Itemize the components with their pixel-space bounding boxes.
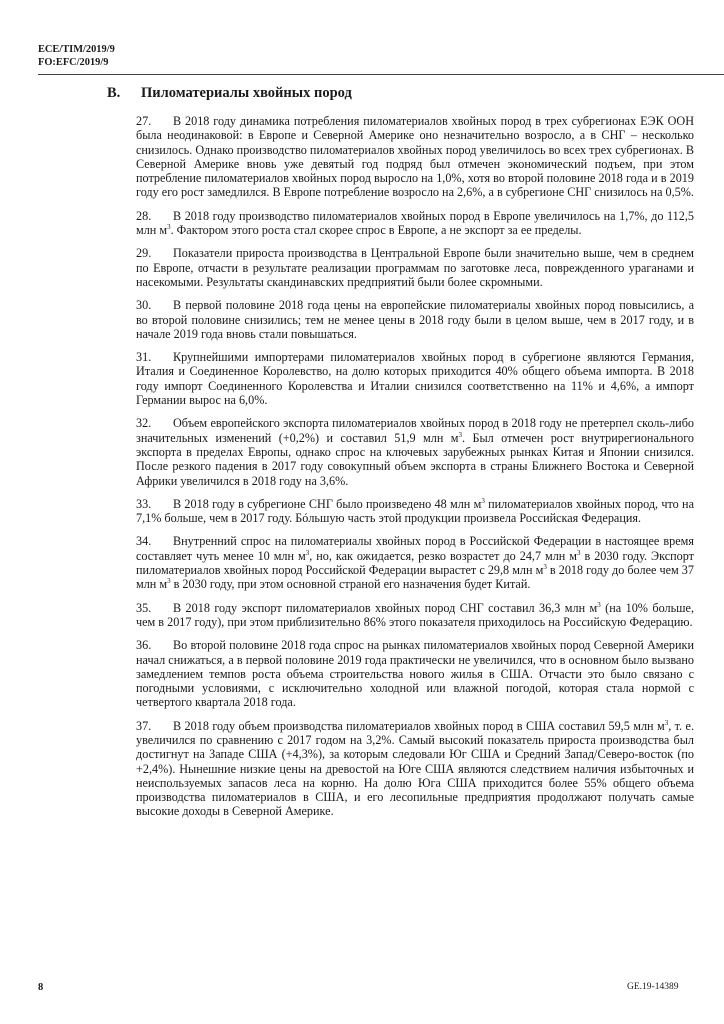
- section-title: Пиломатериалы хвойных пород: [141, 85, 352, 101]
- paragraph: [136, 719, 694, 819]
- header-rule: [38, 74, 724, 75]
- paragraph-text: В первой половине 2018 года цены на европейские пиломатериалы хвойных пород повысились, а во второй половине снизились; тем не менее цены в 2018 году были в целом выше, чем в 2017 году, и в начале 2019 года вновь стали повышаться.: [136, 298, 694, 341]
- paragraph: [136, 246, 694, 289]
- superscript: 3: [167, 577, 171, 586]
- paragraph-number: 35.: [136, 600, 152, 615]
- superscript: 3: [664, 718, 669, 727]
- paragraph-text: . Был отмечен рост внутрирегионального экспорта в пределах Европы, однако спрос на ключевых зарубежных рынках Китая и Японии снизился. После резкого падения в 2017 году совокупный объем экспорта в страны Ближнего Востока и Северной Африки увеличился в 2018 году на 3,6%.: [136, 430, 695, 488]
- superscript: 3: [305, 548, 310, 557]
- paragraph-number: 29.: [136, 246, 152, 261]
- paragraph-text: В 2018 году экспорт пиломатериалов хвойных пород СНГ составил 36,3 млн м: [173, 600, 598, 615]
- superscript: 3: [577, 548, 581, 557]
- paragraph-number: 37.: [136, 718, 152, 733]
- paragraph-number: 32.: [136, 416, 152, 431]
- paragraph: [136, 298, 694, 341]
- paragraph-text: В 2018 году производство пиломатериалов хвойных пород в Европе увеличилось на 1,7%, до 112,5 млн м: [136, 208, 694, 238]
- paragraph: [136, 601, 694, 630]
- paragraph: [136, 350, 694, 407]
- document-symbol-line-1: ECE/TIM/2019/9: [38, 44, 115, 55]
- paragraph-text: в 2018 году до более чем 37 млн м: [136, 563, 694, 592]
- document-symbol: [38, 43, 115, 69]
- paragraph: [136, 497, 694, 526]
- paragraph-text: Объем европейского экспорта пиломатериалов хвойных пород в 2018 году не претерпел сколь-либо значительных изменений (+0,2%) и составил 51,9 млн м: [136, 416, 694, 445]
- document-body: [136, 114, 694, 828]
- superscript: 3: [167, 223, 171, 232]
- paragraph-text: в 2030 году. Экспорт пиломатериалов хвойных пород Российской Федерации вырастет с 29,8 млн м: [136, 548, 694, 578]
- paragraph-text: в 2030 году, при этом основной страной его назначения будет Китай.: [170, 577, 531, 592]
- paragraph-text: В 2018 году объем производства пиломатериалов хвойных пород в США составил 59,5 млн м: [173, 718, 665, 733]
- paragraph-number: 34.: [136, 534, 152, 549]
- paragraph-number: 27.: [136, 114, 152, 128]
- section-number: B.: [107, 85, 121, 101]
- paragraph: [136, 534, 694, 591]
- document-code: GE.19-14389: [627, 982, 679, 992]
- paragraph-text: Крупнейшими импортерами пиломатериалов хвойных пород в субрегионе являются Германия, Италия и Соединенное Королевство, на долю которых приходится 40% общего объема импорта. В 2018 году импорт Соединенного Королевства и Италии снизился соответственно на 11% и 4,6%, а импорт Германии вырос на 6,0%.: [136, 350, 694, 408]
- paragraph-text: . Фактором этого роста стал скорее спрос в Европе, а не экспорт за ее пределы.: [170, 223, 582, 238]
- superscript: 3: [597, 600, 601, 609]
- paragraph-text: пиломатериалов хвойных пород, что на 7,1% больше, чем в 2017 году. Бóльшую часть этой продукции произвела Российская Федерация.: [136, 496, 694, 526]
- superscript: 3: [458, 430, 462, 439]
- paragraph-text: Во второй половине 2018 года спрос на рынках пиломатериалов хвойных пород Северной Америки начал снижаться, а в первой половине 2019 года практически не увеличился, что в основном было вызвано замедлением темпов роста объема строительства нового жилья в США. Отчасти это было связано с погодными условиями, с исключительно холодной или влажной погодой, которая стала нормой с четвертого квартала 2018 года.: [136, 638, 694, 710]
- paragraph-text: , т. е. увеличился по сравнению с 2017 годом на 3,2%. Самый высокий показатель прироста производства был достигнут на Западе США (+4,3%), за которым следовали Юг США и Средний Запад/Северо-восток (по +2,4%). Нынешние низкие цены на древостой на Юге США являются следствием наличия избыточных и неиспользуемых запасов леса на корню. На долю Юга США приходится более 55% общего объема производства пиломатериалов в США, и его лесопильные предприятия продолжают получать самые высокие доходы в Северной Америке.: [136, 718, 694, 819]
- paragraph: [136, 209, 694, 238]
- document-symbol-line-2: FO:EFC/2019/9: [38, 57, 109, 68]
- paragraph-number: 31.: [136, 350, 152, 365]
- paragraph: [136, 638, 694, 709]
- paragraph: [136, 114, 694, 200]
- paragraph-text: Внутренний спрос на пиломатериалы хвойных пород в Российской Федерации в настоящее время составляет чуть менее 10 млн м: [136, 534, 694, 563]
- page-number: 8: [38, 982, 44, 993]
- superscript: 3: [543, 563, 547, 572]
- paragraph-number: 30.: [136, 298, 152, 313]
- paragraph-text: В 2018 году в субрегионе СНГ было произведено 48 млн м: [173, 496, 482, 511]
- section-heading: [107, 84, 352, 102]
- paragraph-text: Показатели прироста производства в Центральной Европе были значительно выше, чем в среднем по Европе, отчасти в результате реализации программам по заготовке леса, поврежденного ураганами и насекомыми. Результаты скандинавских предприятий были более скромными.: [136, 246, 694, 289]
- paragraph-number: 28.: [136, 208, 152, 223]
- paragraph-text: (на 10% больше, чем в 2017 году), при этом приблизительно 86% этого показателя приходилось на Российскую Федерацию.: [136, 600, 694, 629]
- paragraph-text: В 2018 году динамика потребления пиломатериалов хвойных пород в трех субрегионах ЕЭК ООН была неодинаковой: в Европе и Северной Америке оно незначительно возросло, а в СНГ – несколько снизилось. Однако производство пиломатериалов хвойных пород увеличилось во всех трех субрегионах. В Северной Америке вновь уже девятый год подряд был отмечен экономический подъем, при этом потребление пиломатериалов хвойных пород выросло на 1,0%, хотя во второй половине 2018 года и в 2019 году его рост замедлился. В Европе потребление возросло на 2,6%, а в субрегионе СНГ снизилось на 0,5%.: [136, 114, 694, 200]
- paragraph-text: , но, как ожидается, резко возрастет до 24,7 млн м: [309, 548, 578, 563]
- paragraph-number: 36.: [136, 638, 152, 653]
- paragraph: [136, 416, 694, 487]
- superscript: 3: [481, 496, 485, 505]
- paragraph-number: 33.: [136, 496, 152, 511]
